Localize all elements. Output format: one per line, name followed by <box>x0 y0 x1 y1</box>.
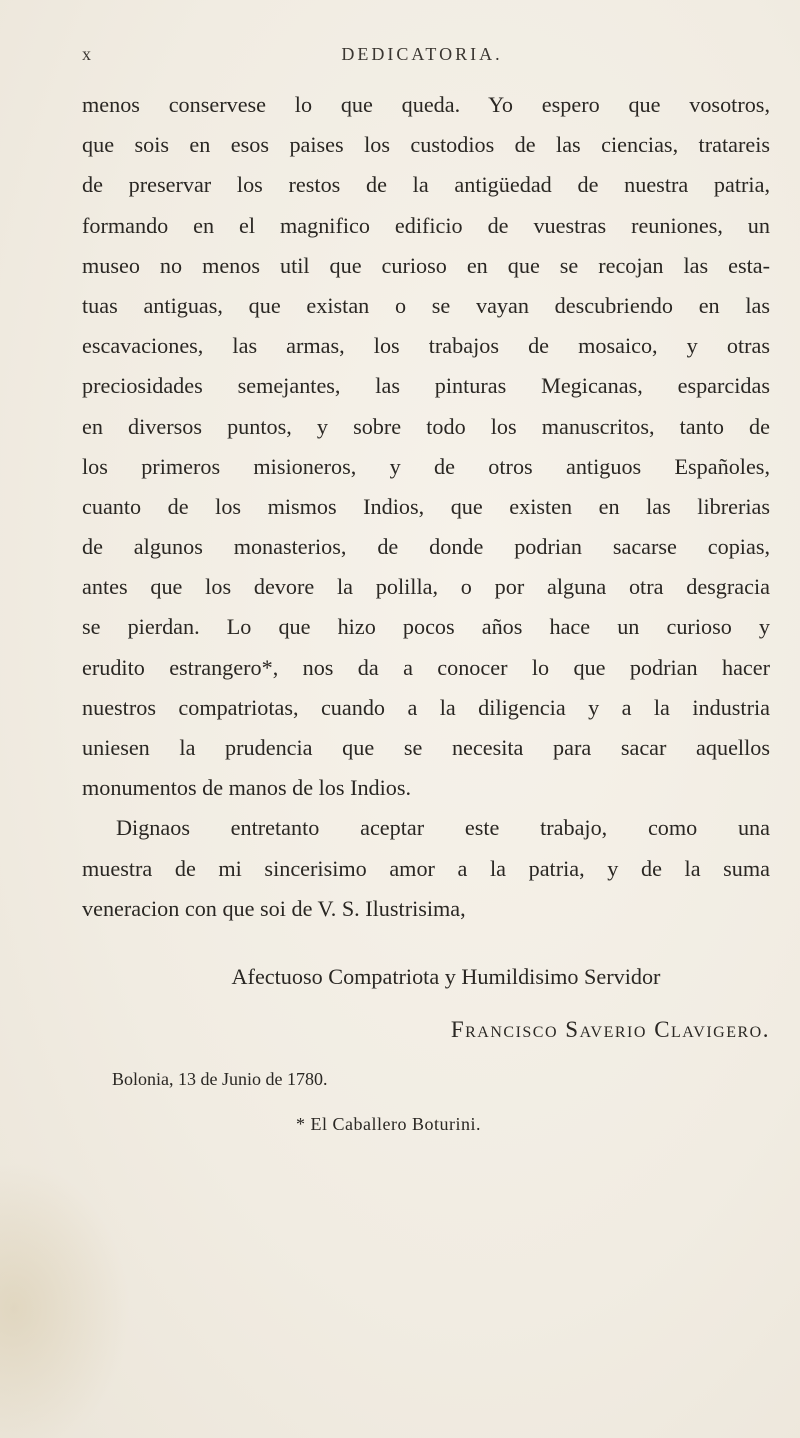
text-line: nuestros compatriotas, cuando a la diligencia y a la industria <box>82 694 770 720</box>
text-line: cuanto de los mismos Indios, que existen en las librerias <box>82 493 770 519</box>
text-line: tuas antiguas, que existan o se vayan descubriendo en las <box>82 292 770 318</box>
text-line: formando en el magnifico edificio de vuestras reuniones, un <box>82 212 770 238</box>
text-line: monumentos de manos de los Indios. <box>82 775 412 801</box>
text-line: los primeros misioneros, y de otros antiguos Españoles, <box>82 453 770 479</box>
author-signature: Francisco Saverio Clavigero. <box>450 1017 770 1042</box>
text-line: se pierdan. Lo que hizo pocos años hace un curioso y <box>82 614 770 640</box>
text-line: que sois en esos paises los custodios de las ciencias, tratareis <box>82 132 770 158</box>
dateline: Bolonia, 13 de Junio de 1780. <box>112 1069 328 1089</box>
text-line: muestra de mi sincerisimo amor a la patria, y de la suma <box>82 855 770 881</box>
closing-formula: Afectuoso Compatriota y Humildisimo Servidor <box>231 964 661 989</box>
paragraph-1 <box>82 85 770 808</box>
body-text <box>82 85 770 929</box>
footnote: * El Caballero Boturini. <box>296 1114 481 1134</box>
text-line: menos conservese lo que queda. Yo espero que vosotros, <box>82 92 770 117</box>
text-line: en diversos puntos, y sobre todo los manuscritos, tanto de <box>82 413 770 439</box>
text-line: Dignaos entretanto aceptar este trabajo, como una <box>116 815 770 841</box>
text-line: escavaciones, las armas, los trabajos de mosaico, y otras <box>82 333 770 359</box>
text-line: veneracion con que soi de V. S. Ilustrisima, <box>82 895 466 921</box>
text-line: uniesen la prudencia que se necesita para sacar aquellos <box>82 735 770 760</box>
text-line: museo no menos util que curioso en que se recojan las esta- <box>82 252 770 278</box>
paragraph-2 <box>82 808 770 929</box>
paper-stain <box>0 1150 140 1438</box>
text-line: de preservar los restos de la antigüedad de nuestra patria, <box>82 172 770 198</box>
running-title: DEDICATORIA. <box>341 44 503 64</box>
page-header <box>82 44 762 68</box>
text-line: de algunos monasterios, de donde podrian sacarse copias, <box>82 534 770 560</box>
text-line: erudito estrangero*, nos da a conocer lo que podrian hacer <box>82 654 770 680</box>
text-line: preciosidades semejantes, las pinturas Megicanas, esparcidas <box>82 373 770 399</box>
page-number: x <box>82 44 93 64</box>
text-line: antes que los devore la polilla, o por alguna otra desgracia <box>82 574 770 600</box>
